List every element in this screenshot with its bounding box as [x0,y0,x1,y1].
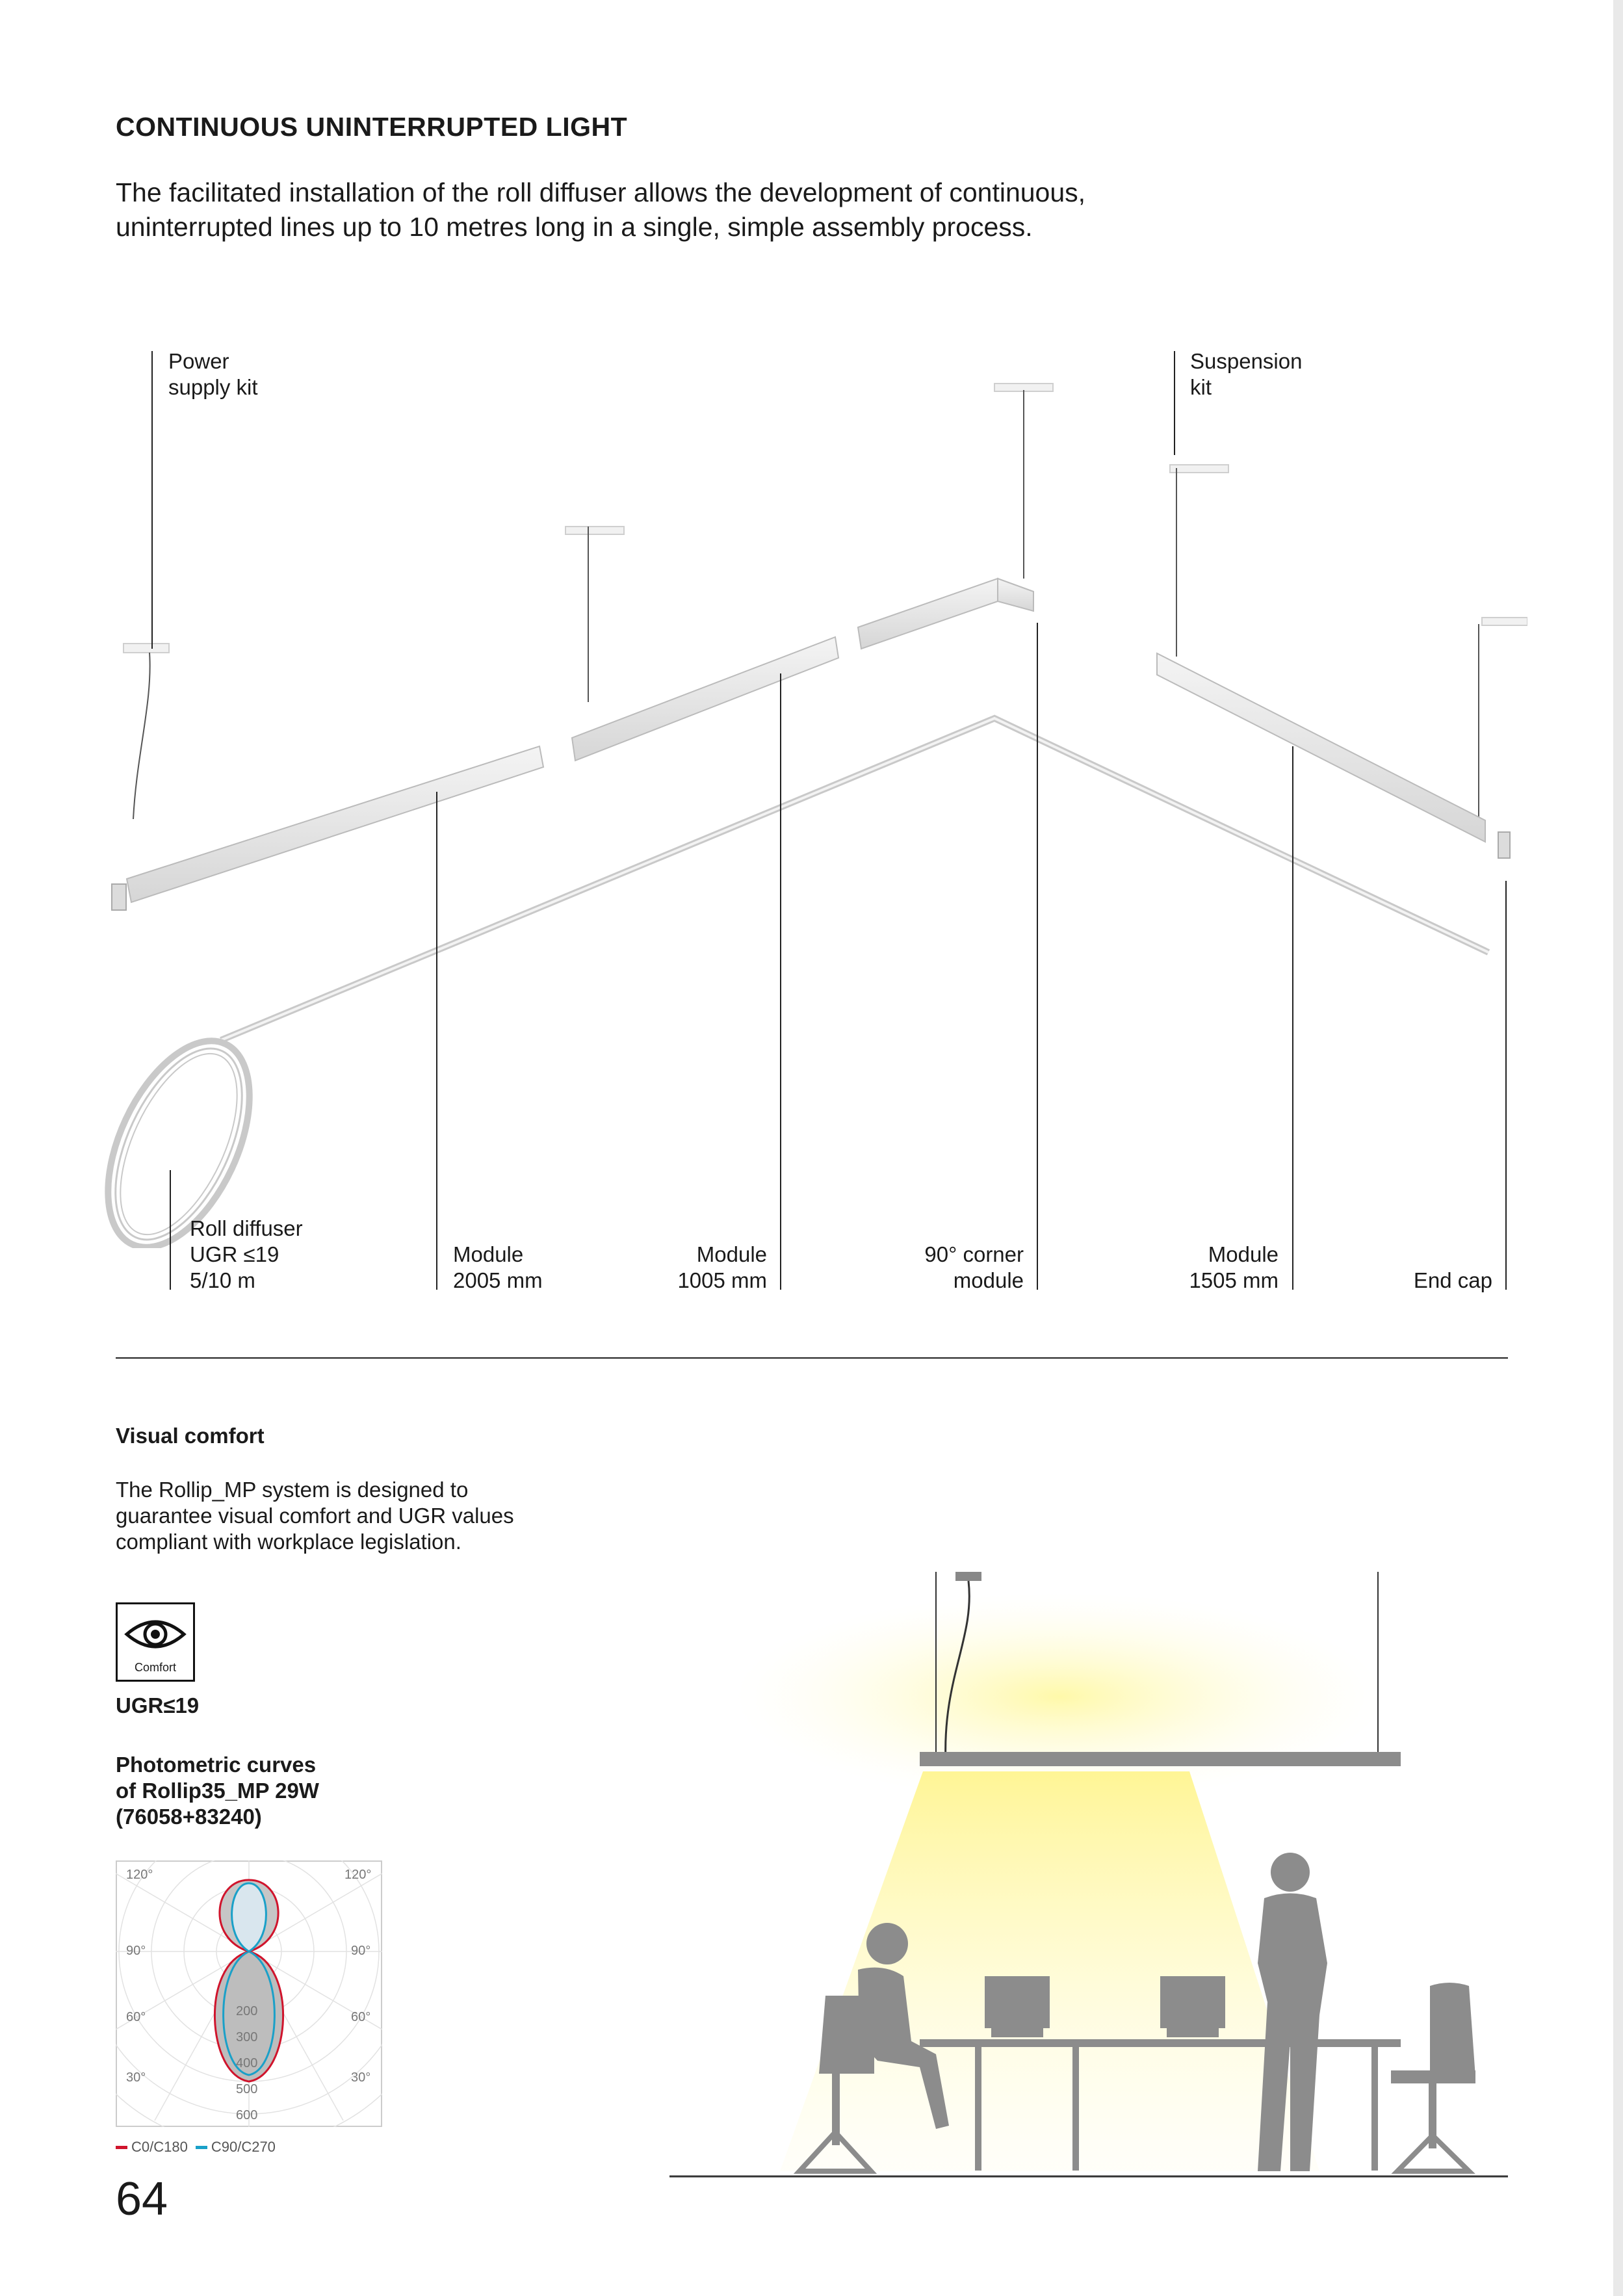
visual-comfort-text: The Rollip_MP system is designed to guarantee visual comfort and UGR values compliant with workplace legislation. [116,1478,514,1554]
section-divider [116,1357,1508,1359]
page-edge [1613,0,1623,2296]
label-suspension-kit: Suspension kit [1190,349,1303,399]
leader-corner [1037,623,1038,1290]
photometric-polar-chart [116,1860,382,2127]
comfort-badge [116,1602,195,1682]
office-scene-illustration [669,1547,1508,2184]
visual-comfort-heading: Visual comfort [116,1424,265,1448]
leader-suspension [1174,351,1175,455]
comfort-label: Comfort [134,1661,176,1674]
legend-swatch-c0 [116,2146,127,2149]
legend-label-c90: C90/C270 [211,2139,276,2155]
eye-icon [118,1610,193,1662]
angle-label-120-right: 120° [344,1868,372,1882]
leader-endcap [1505,881,1507,1290]
label-module-1005: Module 1005 mm [677,1242,767,1292]
angle-label-90-left: 90° [126,1944,146,1958]
angle-label-90-right: 90° [351,1944,371,1958]
angle-label-60-left: 60° [126,2010,146,2024]
angle-label-30-right: 30° [351,2070,371,2085]
page-title: CONTINUOUS UNINTERRUPTED LIGHT [116,112,628,142]
leader-m1005 [780,673,781,1290]
legend-label-c0: C0/C180 [131,2139,188,2155]
system-diagram [97,338,1527,1248]
luminaire [920,1752,1401,1766]
label-corner-module: 90° corner module [924,1242,1024,1292]
leader-power [151,351,153,649]
leader-m2005 [436,792,437,1290]
radial-label: 300 [236,2030,258,2044]
radial-label: 600 [236,2108,258,2122]
angle-label-30-left: 30° [126,2070,146,2085]
radial-label: 500 [236,2082,258,2096]
ugr-value: UGR≤19 [116,1693,200,1717]
leader-m1505 [1292,746,1293,1290]
label-module-1505: Module 1505 mm [1189,1242,1279,1292]
label-roll-diffuser: Roll diffuser UGR ≤19 5/10 m [190,1216,303,1292]
label-power-supply-kit: Power supply kit [168,349,258,399]
leader-roll [170,1170,171,1290]
angle-label-60-right: 60° [351,2010,371,2024]
angle-label-120-left: 120° [126,1868,153,1882]
photometric-title: Photometric curves of Rollip35_MP 29W (76058+83240) [116,1753,319,1829]
radial-label: 200 [236,2004,258,2018]
label-end-cap: End cap [1413,1268,1492,1292]
chart-legend [116,2139,276,2156]
legend-swatch-c90 [196,2146,207,2149]
ceiling-plate-power [123,644,169,653]
radial-label: 400 [236,2056,258,2070]
page-number: 64 [116,2173,168,2225]
label-module-2005: Module 2005 mm [453,1242,543,1292]
intro-paragraph: The facilitated installation of the roll diffuser allows the development of continuous, uninterrupted lines up to 10 metres long in a single, simple assembly process. [116,177,1086,242]
